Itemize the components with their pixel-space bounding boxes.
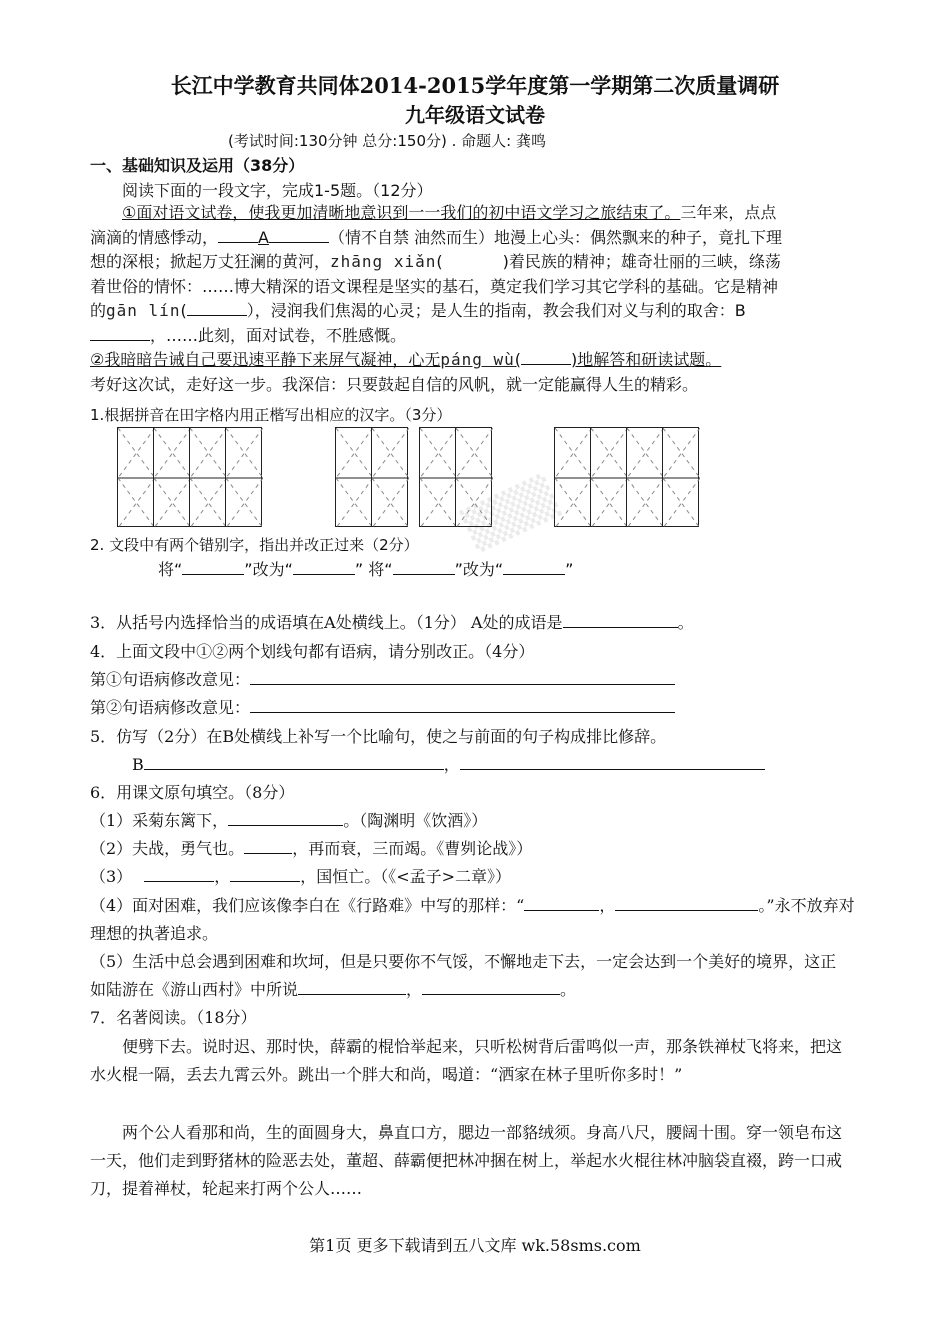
q6-2-blank[interactable] — [244, 839, 292, 854]
tianzige-cell[interactable] — [554, 427, 591, 527]
q6-3-blank-1[interactable] — [144, 867, 214, 882]
tianzige-cell[interactable] — [590, 427, 627, 527]
question-5-answer: B ， — [132, 752, 765, 775]
story-paragraph-1: 便劈下去。说时迟、那时快，薛霸的棍恰举起来，只听松树背后雷鸣似一声，那条铁禅杖飞将来，把这水火棍一隔，丢去九霄云外。跳出一个胖大和尚，喝道：“洒家在林子里听你多时！” — [90, 1037, 843, 1084]
page-subtitle: 九年级语文试卷 — [405, 103, 545, 127]
question-6-3: （3） ， ，国恒亡。（《<孟子>二章》） — [90, 867, 512, 886]
q6-5-blank-2[interactable] — [422, 980, 560, 995]
passage: ①面对语文试卷，使我更加清晰地意识到一一我们的初中语文学习之旅结束了。三年来，点点滴滴的情感悸动， A （情不自禁 油然而生）地漫上心头：偶然飘来的种子，竟扎下理想的深根；掀起万丈狂澜的黄河，zhāng xiǎn( )着民族的精神；雄奇壮丽的三峡，绦荡着世俗的情怀：……博大精深的语文课程是坚实的基石，奠定我们学习其它学科的基础。它是精神的gān lín( ），浸润我们焦渴的心灵；是人生的指南，教会我们对义与利的取舍：B，……此刻，面对试卷，不胜感慨。 ②我暗暗告诫自己要迅速平静下来屏气凝神，心无páng wù( )地解答和研读试题。 考好这次试，走好这一步。我深信：只要鼓起自信的风帆，就一定能赢得人生的精彩。 — [90, 203, 783, 394]
exam-info: (考试时间:130分钟 总分:150分) . 命题人: 龚鸣 — [228, 132, 546, 150]
page-title: 长江中学教育共同体2014-2015学年度第一学期第二次质量调研 — [170, 73, 780, 98]
question-5: 5．仿写（2分）在B处横线上补写一个比喻句，使之与前面的句子构成排比修辞。 — [90, 727, 667, 746]
pinyin-2-blank[interactable] — [187, 301, 247, 316]
passage-sentence-2: ②我暗暗告诫自己要迅速平静下来屏气凝神，心无 — [90, 350, 441, 369]
page-footer: 第1页 更多下载请到五八文库 wk.58sms.com — [309, 1236, 641, 1255]
q6-4-blank-2[interactable] — [615, 896, 750, 911]
pinyin-3-blank[interactable] — [521, 350, 571, 365]
q5-blank-1[interactable] — [144, 755, 444, 770]
question-6-4: （4）面对困难，我们应该像李白在《行路难》中写的那样：“ ， 。”永不放弃对理想的执著追求。 — [90, 896, 855, 943]
pinyin-1-blank[interactable] — [443, 253, 503, 267]
q2-correct-2[interactable] — [503, 560, 565, 575]
section-heading: 一、基础知识及运用（38分） — [90, 156, 305, 175]
tianzige-cell[interactable] — [189, 427, 226, 527]
blank-a[interactable] — [269, 228, 329, 243]
watermark-logo: ▒▒▒ — [459, 473, 563, 554]
q3-answer-blank[interactable] — [563, 613, 678, 628]
tianzige-cell[interactable] — [662, 427, 699, 527]
tianzige-cell[interactable] — [117, 427, 154, 527]
q6-3-blank-2[interactable] — [230, 867, 300, 882]
question-3: 3．从括号内选择恰当的成语填在A处横线上。（1分） A处的成语是 。 — [90, 613, 694, 632]
question-2-answer-line: 将“ ”改为“ ” 将“ ”改为“ ” — [158, 560, 574, 579]
blank-a-label: A — [258, 227, 269, 247]
q6-4-blank-1[interactable] — [524, 896, 599, 911]
question-4: 4．上面文段中①②两个划线句都有语病，请分别改正。（4分） — [90, 642, 535, 661]
pinyin-3: páng wù — [440, 350, 515, 369]
q4b-answer-blank[interactable] — [250, 698, 675, 713]
question-6-1: （1）采菊东篱下， 。（陶渊明《饮酒》） — [90, 811, 488, 830]
q2-correct-1[interactable] — [293, 560, 355, 575]
tianzige-cell[interactable] — [335, 427, 372, 527]
section-intro: 阅读下面的一段文字，完成1-5题。（12分） — [122, 181, 433, 200]
question-6: 6．用课文原句填空。（8分） — [90, 783, 295, 802]
tianzige-cell[interactable] — [371, 427, 408, 527]
tianzige-cell[interactable] — [225, 427, 262, 527]
q4a-answer-blank[interactable] — [250, 670, 675, 685]
blank-a-left[interactable] — [218, 228, 258, 243]
story-paragraph-2: 两个公人看那和尚，生的面圆身大，鼻直口方，腮边一部貉绒须。身高八尺，腰阔十围。穿一领皂布这一天，他们走到野猪林的险恶去处，董超、薛霸便把林冲捆在树上，举起水火棍往林冲脑袋直裰，跨一口戒刀，提着禅杖，轮起来打两个公人…… — [90, 1123, 843, 1198]
blank-b[interactable] — [90, 326, 150, 341]
tianzige-cell[interactable] — [455, 427, 492, 527]
question-1: 1.根据拼音在田字格内用正楷写出相应的汉字。（3分） — [90, 406, 452, 424]
question-6-5: （5）生活中总会遇到困难和坎坷，但是只要你不气馁，不懈地走下去，一定会达到一个美好的境界，这正如陆游在《游山西村》中所说 ， 。 — [90, 952, 837, 999]
question-6-2: （2）夫战，勇气也。 ，再而衰，三而竭。《曹刿论战》） — [90, 839, 533, 858]
q6-1-blank[interactable] — [228, 811, 343, 826]
tianzige-cell[interactable] — [153, 427, 190, 527]
q5-blank-2[interactable] — [460, 755, 765, 770]
tianzige-cell[interactable] — [626, 427, 663, 527]
pinyin-2: gān lín — [106, 301, 181, 320]
question-4b: 第②句语病修改意见： — [90, 695, 675, 718]
q2-wrong-1[interactable] — [182, 560, 244, 575]
q2-wrong-2[interactable] — [393, 560, 455, 575]
question-2: 2. 文段中有两个错别字，指出并改正过来（2分） — [90, 536, 419, 554]
q6-5-blank-1[interactable] — [298, 980, 406, 995]
passage-sentence-1: ①面对语文试卷，使我更加清晰地意识到一一我们的初中语文学习之旅结束了。 — [122, 203, 681, 222]
question-7: 7．名著阅读。（18分） — [90, 1008, 257, 1027]
question-4a: 第①句语病修改意见： — [90, 667, 675, 690]
tianzige-cell[interactable] — [419, 427, 456, 527]
pinyin-1: zhāng xiǎn — [330, 252, 437, 271]
